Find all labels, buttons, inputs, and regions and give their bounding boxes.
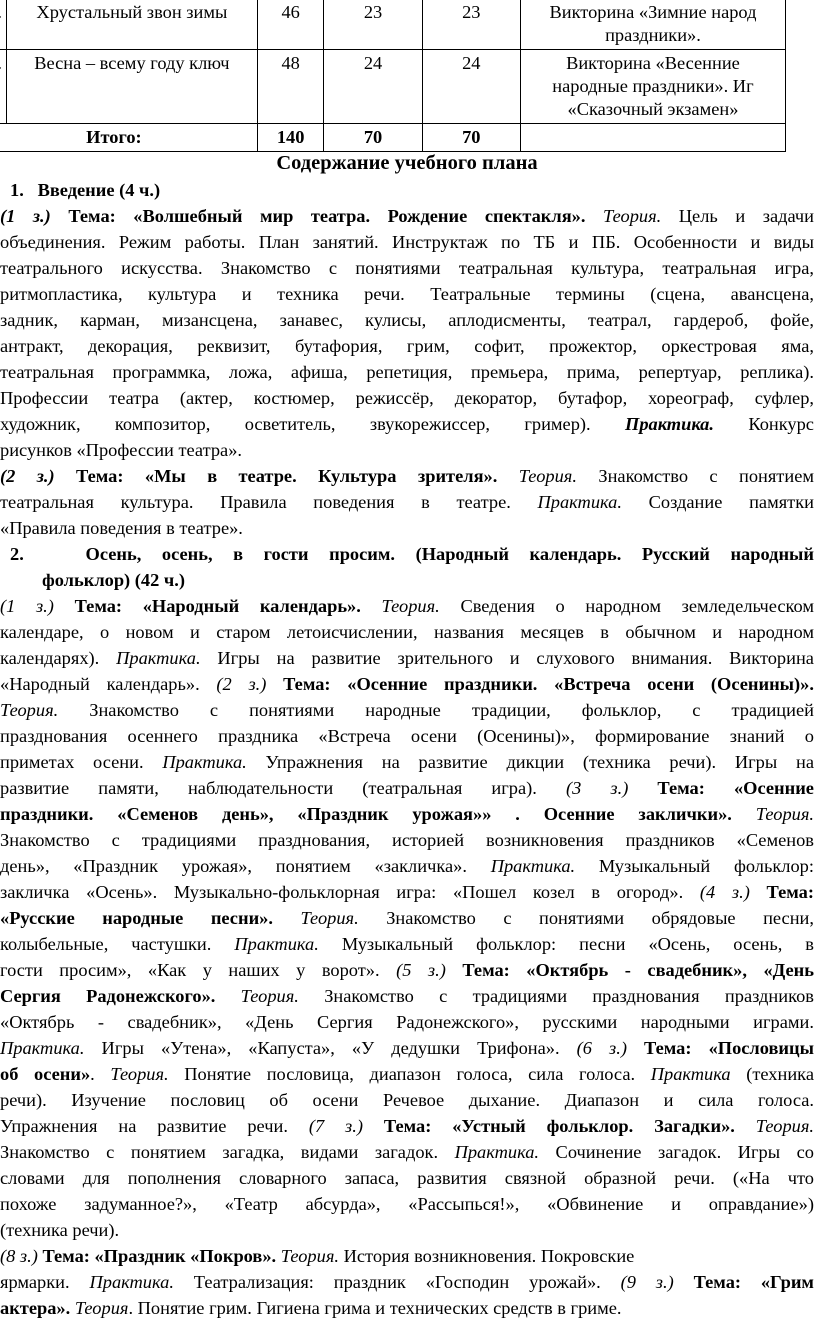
total-label: Итого: (0, 124, 257, 152)
text-line: Сергия Радонежского». Теория. Знакомство с традициями празднования праздников (0, 986, 814, 1006)
row-total-hours: 46 (257, 0, 324, 50)
text-line: театрального искусства. Знакомство с понятиями театральная культура, театральная игра, (0, 258, 814, 278)
text-line: речи). Изучение пословиц об осени Речевое дыхание. Диапазон и сила голоса. (0, 1090, 814, 1110)
table-total-row (0, 124, 786, 152)
form-line: «Сказочный экзамен» (567, 99, 739, 119)
section-1-title: 1. Введение (4 ч.) (10, 180, 161, 200)
text-line: (техника речи). (0, 1220, 120, 1240)
content-body (0, 150, 814, 1321)
form-line: праздники». (605, 25, 701, 45)
text-line: день», «Праздник урожая», понятием «закличка». Практика. Музыкальный фольклор: (0, 856, 814, 876)
total-theory: 70 (324, 124, 422, 152)
section-2-title: 2. Осень, осень, в гости просим. (Народный календарь. Русский народный (10, 544, 814, 564)
text-line: объединения. Режим работы. План занятий. Инструктаж по ТБ и ПБ. Особенности и виды (0, 232, 814, 252)
text-line: развитие памяти, наблюдательности (театральная игра). (3 з.) Тема: «Осенние (0, 778, 814, 798)
row-theme: Хрустальный звон зимы (6, 0, 257, 50)
text-line: ярмарки. Практика. Театрализация: праздник «Господин урожай». (9 з.) Тема: «Грим (0, 1272, 814, 1292)
text-line: рисунков «Профессии театра». (0, 440, 243, 460)
text-line: задник, карман, мизансцена, занавес, кулисы, аплодисменты, театрал, гардероб, фойе, (0, 310, 814, 330)
text-line: об осени». Теория. Понятие пословица, диапазон голоса, сила голоса. Практика (техника (0, 1064, 814, 1084)
text-line: праздники. «Семенов день», «Праздник урожая»» . Осенние заклички». Теория. (0, 804, 814, 824)
text-line: театральная программка, ложа, афиша, репетиция, премьера, прима, репертуар, реплика). (0, 362, 814, 382)
text-line: театральная культура. Правила поведения в театре. Практика. Создание памятки (0, 492, 814, 512)
text-line: (1 з.) Тема: «Волшебный мир театра. Рождение спектакля». Теория. Цель и задачи (0, 206, 814, 226)
text-line: Упражнения на развитие речи. (7 з.) Тема: «Устный фольклор. Загадки». Теория. (0, 1116, 814, 1136)
text-line: гости просим», «Как у наших у ворот». (5 з.) Тема: «Октябрь - свадебник», «День (0, 960, 815, 980)
text-line: Профессии театра (актер, костюмер, режиссёр, декоратор, бутафор, хореограф, суфлер, (0, 388, 814, 408)
row-total-hours: 48 (257, 50, 324, 124)
text-line: приметах осени. Практика. Упражнения на развитие дикции (техника речи). Игры на (0, 752, 814, 772)
text-line: «Октябрь - свадебник», «День Сергия Радонежского», русскими народными играми. (0, 1012, 814, 1032)
text-line: (8 з.) Тема: «Праздник «Покров». Теория. История возникновения. Покровские (0, 1246, 635, 1266)
form-line: Викторина «Весенние (566, 53, 740, 73)
text-line: «Народный календарь». (2 з.) Тема: «Осенние праздники. «Встреча осени (Осенины)». (0, 674, 814, 694)
section-heading: Содержание учебного плана (276, 152, 538, 174)
text-line: календарях). Практика. Игры на развитие зрительного и слухового внимания. Викторина (0, 648, 814, 668)
text-line: словами для пополнения словарного запаса, развития связной образной речи. («На что (0, 1168, 814, 1188)
row-theory-hours: 24 (324, 50, 422, 124)
text-line: ритмопластика, культура и техника речи. Театральные термины (сцена, авансцена, (0, 284, 814, 304)
text-line: «Русские народные песни». Теория. Знакомство с понятиями обрядовые песни, (0, 908, 814, 928)
text-line: Знакомство с понятием загадка, видами загадок. Практика. Сочинение загадок. Игры со (0, 1142, 814, 1162)
text-line: колыбельные, частушки. Практика. Музыкальный фольклор: песни «Осень, осень, в (0, 934, 814, 954)
total-hours: 140 (257, 124, 324, 152)
text-line: похоже задуманное?», «Театр абсурда», «Рассыпься!», «Обвинение и оправдание») (0, 1194, 814, 1214)
text-line: календаре, о новом и старом летоисчислении, названия месяцев в обычном и народном (0, 622, 814, 642)
text-line: Практика. Игры «Утена», «Капуста», «У дедушки Трифона». (6 з.) Тема: «Пословицы (0, 1038, 814, 1058)
row-practice-hours: 23 (422, 0, 520, 50)
text-line: закличка «Осень». Музыкально-фольклорная игра: «Пошел козел в огород». (4 з.) Тема: (0, 882, 814, 902)
paragraph-lesson-1 (0, 203, 814, 463)
table-row (0, 0, 786, 50)
text-line: (1 з.) Тема: «Народный календарь». Теория. Сведения о народном земледельческом (0, 596, 814, 616)
row-theme: Весна – всему году ключ (6, 50, 257, 124)
form-line: народные праздники». Иг (552, 76, 754, 96)
row-control-form (520, 0, 785, 50)
paragraph-lesson-8-9 (0, 1243, 814, 1321)
text-line: Теория. Знакомство с понятиями народные традиции, фольклор, с традицией (0, 700, 814, 720)
text-line: (2 з.) Тема: «Мы в театре. Культура зрителя». Теория. Знакомство с понятием (0, 466, 814, 486)
study-plan-table (0, 0, 786, 152)
form-line: Викторина «Зимние народ (549, 2, 757, 22)
text-line: актера». Теория. Понятие грим. Гигиена грима и технических средств в гриме. (0, 1298, 622, 1318)
text-line: празднования осеннего праздника «Встреча осени (Осенины)», формирование знаний о (0, 726, 814, 746)
total-form (520, 124, 785, 152)
total-practice: 70 (422, 124, 520, 152)
paragraph-section-2 (0, 593, 814, 1243)
text-line: художник, композитор, осветитель, звукорежиссер, гример). Практика. Конкурс (0, 414, 814, 434)
row-practice-hours: 24 (422, 50, 520, 124)
row-theory-hours: 23 (324, 0, 422, 50)
text-line: антракт, декорация, реквизит, бутафория, грим, софит, прожектор, оркестровая яма, (0, 336, 814, 356)
table-row (0, 50, 786, 124)
text-line: «Правила поведения в театре». (0, 518, 243, 538)
paragraph-lesson-2 (0, 463, 814, 541)
row-control-form (520, 50, 785, 124)
text-line: Знакомство с традициями празднования, историей возникновения праздников «Семенов (0, 830, 814, 850)
section-2-title-cont: фольклор) (42 ч.) (42, 570, 185, 590)
